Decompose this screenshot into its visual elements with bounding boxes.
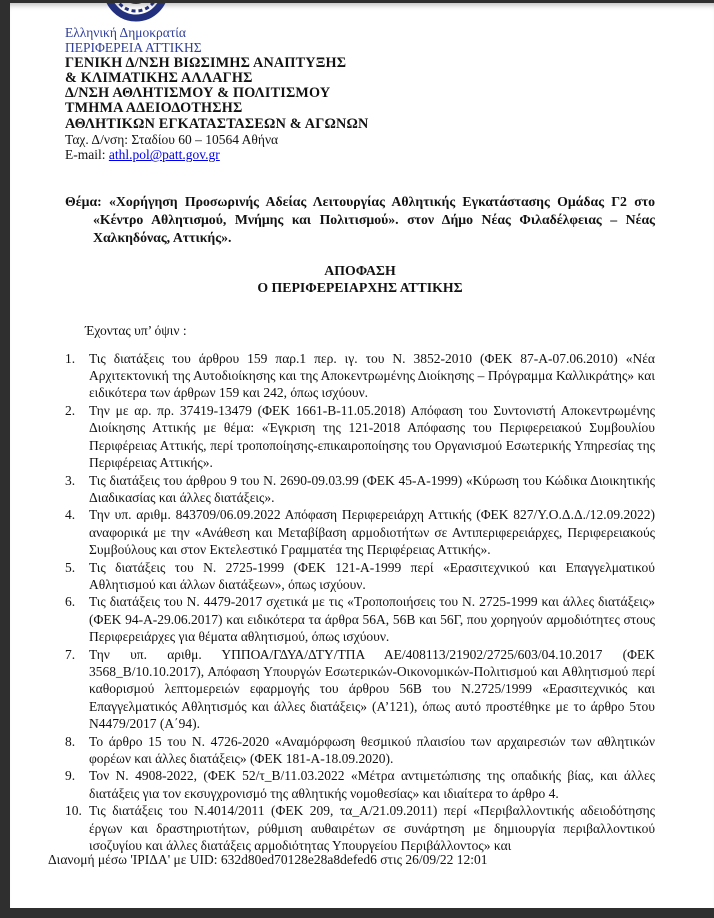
irida-distribution-footer: Διανομή μέσω 'ΙΡΙΔΑ' με UID: 632d80ed70128e28a8defed6 στις 26/09/22 12:01 [48, 852, 488, 867]
consideration-item: Τις διατάξεις του Ν. 2725-1999 (ΦΕΚ 121-Α-1999 περί «Ερασιτεχνικού και Επαγγελματικού Αθλητισμού και άλλων διατάξεων», όπως ισχύουν. [89, 559, 655, 592]
subject-label: Θέμα: [65, 193, 102, 209]
general-directorate-line-1: ΓΕΝΙΚΗ Δ/ΝΣΗ ΒΙΩΣΙΜΗΣ ΑΝΑΠΤΥΞΗΣ [65, 54, 347, 71]
department-line-1: ΤΜΗΜΑ ΑΔΕΙΟΔΟΤΗΣΗΣ [65, 100, 243, 117]
general-directorate-line-2: & ΚΛΙΜΑΤΙΚΗΣ ΑΛΛΑΓΗΣ [65, 69, 253, 86]
email-label: E-mail: [65, 147, 106, 163]
email-link[interactable]: athl.pol@patt.gov.gr [108, 147, 220, 163]
region-name: ΠΕΡΙΦΕΡΕΙΑ ΑΤΤΙΚΗΣ [65, 40, 202, 56]
consideration-item: Την υπ. αριθμ. 843709/06.09.2022 Απόφαση Περιφερειάρχη Αττικής (ΦΕΚ 827/Υ.Ο.Δ.Δ./12.09.2022) αναφορικά με την «Ανάθεση και Μεταβίβαση αρμοδιοτήτων σε Αντιπεριφερειάρχες, Περιφερειακούς Συμβούλους και στον Εκτελεστικό Γραμματέα της Περιφέρειας Αττικής». [89, 507, 655, 558]
republic-name: Ελληνική Δημοκρατία [65, 25, 186, 40]
considerations-list [65, 350, 655, 855]
subject-block [65, 193, 655, 247]
decision-title-line-1: ΑΠΟΦΑΣΗ [324, 262, 396, 278]
decision-title [65, 262, 655, 296]
consideration-item: Τις διατάξεις του άρθρου 9 του Ν. 2690-09.03.99 (ΦΕΚ 45-Α-1999) «Κύρωση του Κώδικα Διοικητικής Διαδικασίας και άλλες διατάξεις». [89, 472, 655, 505]
email-line [65, 147, 655, 162]
consideration-item: Τις διατάξεις του Ν.4014/2011 (ΦΕΚ 209, τα_Α/21.09.2011) περί «Περιβαλλοντικής αδειοδότησης έργων και δραστηριοτήτων, ρύθμιση αυθαιρέτων σε συνάρτηση με δημιουργία περιβαλλοντικού ισοζυγίου και άλλες διατάξεις αρμοδιότητας Υπουργείου Περιβάλλοντος» και [89, 803, 655, 854]
consideration-item: Την με αρ. πρ. 37419-13479 (ΦΕΚ 1661-Β-11.05.2018) Απόφαση του Συντονιστή Αποκεντρωμένης Διοίκησης Αττικής με θέμα: «Έγκριση της 121-2018 Απόφασης του Περιφερειακού Συμβουλίου Περιφέρειας Αττικής, περί τροποποίησης-επικαιροποίησης του Οργανισμού Εσωτερικής Υπηρεσίας της Περιφέρειας Αττικής». [89, 402, 655, 471]
department-line-2: ΑΘΛΗΤΙΚΩΝ ΕΓΚΑΤΑΣΤΑΣΕΩΝ & ΑΓΩΝΩΝ [65, 115, 369, 132]
consideration-item: Τις διατάξεις του Ν. 4479-2017 σχετικά με τις «Τροποποιήσεις του Ν. 2725-1999 και άλλες διατάξεις» (ΦΕΚ 94-Α-29.06.2017) και ειδικότερα τα άρθρα 56Α, 56Β και 56Γ, που χορηγούν αρμοδιότητες στους Περιφερειάρχες για θέματα αθλητισμού, όπως ισχύουν. [89, 594, 655, 645]
decision-title-line-2: Ο ΠΕΡΙΦΕΡΕΙΑΡΧΗΣ ΑΤΤΙΚΗΣ [257, 279, 463, 295]
subject-text: «Χορήγηση Προσωρινής Αδείας Λειτουργίας Αθλητικής Εγκατάστασης Ομάδας Γ2 στο «Κέντρο Αθλητισμού, Μνήμης και Πολιτισμού». στον Δήμο Νέας Φιλαδέλφειας – Νέας Χαλκηδόνας, Αττικής». [93, 193, 655, 245]
having-regard-intro: Έχοντας υπ’ όψιν : [85, 322, 187, 338]
letterhead [65, 25, 655, 163]
consideration-item: Τον Ν. 4908-2022, (ΦΕΚ 52/τ_Β/11.03.2022 «Μέτρα αντιμετώπισης της οπαδικής βίας, και άλλες διατάξεις για τον εκσυγχρονισμό της αθλητικής νομοθεσίας» και ιδιαίτερα το άρθρο 4. [89, 768, 655, 801]
hellenic-republic-emblem-icon [102, 3, 170, 23]
document-body [65, 25, 655, 854]
consideration-item: Την υπ. αριθμ. ΥΠΠΟΑ/ΓΔΥΑ/ΔΤΥ/ΤΠΑ ΑΕ/408113/21902/2725/603/04.10.2017 (ΦΕΚ 3568_Β/10.10.2017), Απόφαση Υπουργών Εσωτερικών-Οικονομικών-Πολιτισμού και Αθλητισμού περί καθορισμού λεπτομερειών εφαρμογής του άρθρου 56Β του Ν.2725/1999 «Ερασιτεχνικός και Επαγγελματικός Αθλητισμός και άλλες διατάξεις» (Α’121), όπως αυτό προστέθηκε με το άρθρο 5του Ν4479/2017 (Α΄94). [89, 646, 655, 732]
consideration-item: Τις διατάξεις του άρθρου 159 παρ.1 περ. ιγ. του Ν. 3852-2010 (ΦΕΚ 87-Α-07.06.2010) «Νέα Αρχιτεκτονική της Αυτοδιοίκησης και της Αποκεντρωμένης Διοίκησης – Πρόγραμμα Καλλικράτης» και ειδικότερα των άρθρων 159 και 242, όπως ισχύουν. [89, 350, 655, 401]
consideration-item: Το άρθρο 15 του Ν. 4726-2020 «Αναμόρφωση θεσμικού πλαισίου των αρχαιρεσιών των αθλητικών φορέων και άλλες διατάξεις» (ΦΕΚ 181-Α-18.09.2020). [89, 733, 655, 767]
postal-address: Ταχ. Δ/νση: Σταδίου 60 – 10564 Αθήνα [65, 132, 279, 148]
directorate-line: Δ/ΝΣΗ ΑΘΛΗΤΙΣΜΟΥ & ΠΟΛΙΤΙΣΜΟΥ [65, 85, 331, 102]
document-page [10, 3, 714, 908]
